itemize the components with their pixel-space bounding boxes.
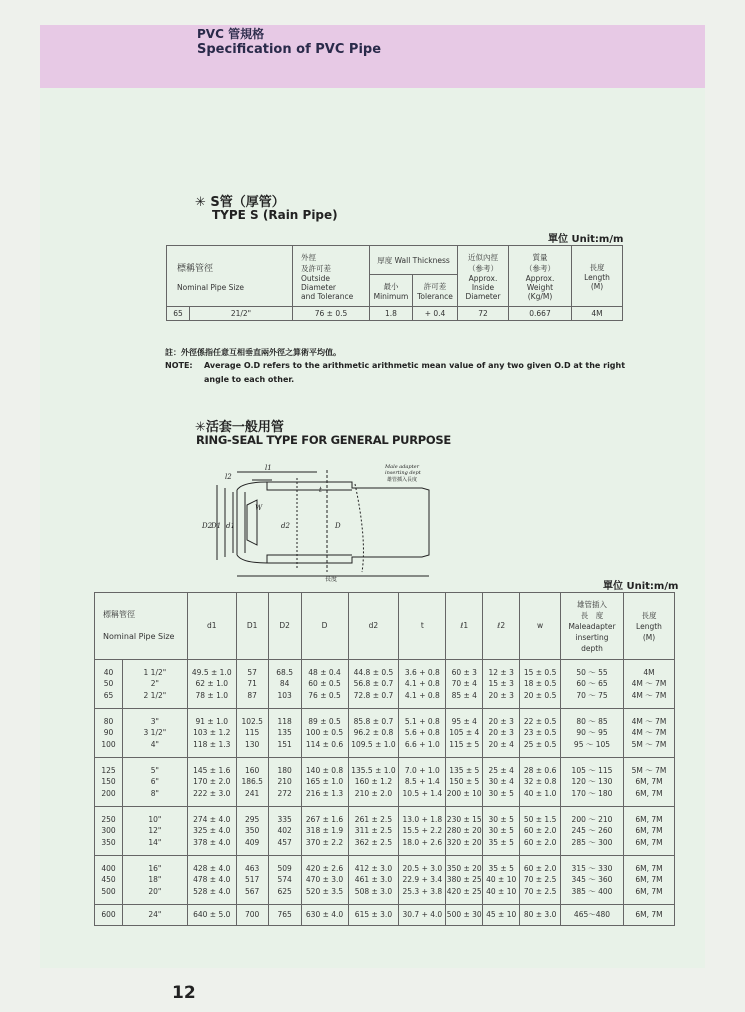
header-title-cn: PVC 管規格 [197,27,265,41]
table-cell: 40 ± 1.0 [523,788,557,798]
col-l2: ℓ2 [483,593,520,660]
wall-tol-header: 許可差 Tolerance [413,275,458,307]
table-cell: 70 ± 4 [451,679,477,689]
table-cell: 3.6 + 0.8 [404,667,440,677]
table-cell: 478 ± 4.0 [193,875,231,885]
table-cell: 103 [277,690,292,700]
table-cell: 230 ± 15 [446,814,482,824]
label-male1: Male adapter [385,464,419,470]
table-cell: 20 ± 4 [488,739,514,749]
table-cell: 60 ± 3 [451,667,477,677]
table-cell: 216 ± 1.3 [305,788,344,798]
table-cell: 109.5 ± 1.0 [351,739,396,749]
label-male3: 雄管插入長度 [387,477,418,483]
table-cell: 640 ± 5.0 [193,910,231,920]
table-cell: 30 ± 5 [488,814,514,824]
section1-title-en: TYPE S (Rain Pipe) [212,208,338,222]
col-d1: d1 [187,593,236,660]
table-cell: 100 [101,739,116,749]
table-cell: 4.1 + 0.8 [404,690,440,700]
table-cell: 461 ± 3.0 [354,875,393,885]
table-cell: 8.5 + 1.4 [404,777,440,787]
table-cell: 105 ～ 115 [571,765,613,775]
table-cell: 18" [148,875,162,885]
table-cell: 6M, 7M [635,863,663,873]
table-row-group [95,758,675,807]
table-cell: 25.3 + 3.8 [402,886,443,896]
pipe-diagram [197,460,457,582]
table-cell: 60 ± 2.0 [523,826,557,836]
wall-min-header: 最小 Minimum [370,275,413,307]
table-cell: 20 ± 0.5 [523,690,557,700]
section1-title-cn: ✳ S管（厚管） [195,195,285,210]
table-cell: 80 [103,716,114,726]
table-cell: 350 [245,826,260,836]
table-cell: 30 ± 4 [488,777,514,787]
table-cell: 135.5 ± 1.0 [351,765,396,775]
table-cell: 10" [148,814,162,824]
table-cell: 6M, 7M [635,814,663,824]
wall-header: 厚度 Wall Thickness [370,246,458,275]
table-cell: 90 [103,728,114,738]
table-cell: 4M ～ 7M [631,728,667,738]
table-cell: 180 [277,765,292,775]
table-cell: 120 ～ 130 [571,777,613,787]
table-cell: 91 ± 1.0 [195,716,229,726]
table-cell: 222 ± 3.0 [193,788,231,798]
table-cell: 76 ± 0.5 [308,690,341,700]
table-cell: 78 ± 1.0 [195,690,229,700]
nominal-header: 標稱管徑 Nominal Pipe Size [167,246,293,307]
section2-title-en: RING-SEAL TYPE FOR GENERAL PURPOSE [196,433,451,447]
table-cell: 12 ± 3 [488,667,514,677]
inside-header: 近似內徑 （參考） Approx. Inside Diameter [458,246,509,307]
table-cell: 6M, 7M [635,837,663,847]
table-cell: 3 1/2" [143,728,167,738]
col-D2: D2 [268,593,301,660]
table-cell: 6.6 + 1.0 [404,739,440,749]
table-cell: 125 [101,765,116,775]
table-cell: 457 [277,837,292,847]
table-cell: 85.8 ± 0.7 [353,716,394,726]
table-cell: 60 ～ 65 [576,679,608,689]
note-label: NOTE: [165,361,193,370]
table-cell: 45 ± 10 [486,910,517,920]
section2-title-cn: ✳活套一般用管 [195,420,284,435]
page-header [40,25,705,88]
table-cell: 49.5 ± 1.0 [191,667,232,677]
table-cell: 80 ± 3.0 [523,910,557,920]
table-cell: 2 1/2" [143,690,167,700]
table-cell: 470 ± 3.0 [305,875,344,885]
label-male2: inserting dept [385,470,421,476]
table-cell: 170 ± 2.0 [193,777,231,787]
table-cell: 40 ± 10 [486,875,517,885]
table-cell: 463 [245,863,260,873]
table-cell: 500 ± 30 [446,910,482,920]
od-header: 外徑 及許可差 Outside Diameter and Tolerance [293,246,370,307]
type-s-table [166,245,623,321]
table-cell: 145 ± 1.6 [193,765,231,775]
table-cell: 60 ± 0.5 [308,679,341,689]
table-cell: 1 1/2" [143,667,167,677]
label-D1: D1 [211,522,222,530]
table-cell: 200 ～ 210 [571,814,613,824]
table-cell: 13.0 + 1.8 [402,814,443,824]
table-cell: 135 [277,728,292,738]
table-cell: 115 ± 5 [449,739,480,749]
table-cell: 4M ～ 7M [631,716,667,726]
table-cell: 40 ± 10 [486,886,517,896]
col-D1: D1 [236,593,268,660]
table-cell: 500 [101,886,116,896]
table-cell: 567 [245,886,260,896]
header-title-en: Specification of PVC Pipe [197,42,382,57]
table-cell: 6M, 7M [635,777,663,787]
table-cell: 2" [150,679,159,689]
table-cell: 311 ± 2.5 [354,826,393,836]
col-d2: d2 [348,593,399,660]
table-cell: 150 [101,777,116,787]
label-length: 長度 [325,576,338,582]
table-cell: 15 ± 3 [488,679,514,689]
table-cell: 4" [150,739,159,749]
table-cell: 50 [103,679,114,689]
table-cell: 71 [247,679,257,689]
table-cell: 70 ± 2.5 [523,886,557,896]
table-cell: 465～480 [573,910,611,920]
page-number: 12 [172,983,196,1003]
table-cell: 115 [245,728,260,738]
table-cell: 130 [245,739,260,749]
col-nominal: 標稱管徑 Nominal Pipe Size [95,593,188,660]
table-cell: 300 [101,826,116,836]
col-l1: ℓ1 [446,593,483,660]
table-cell: 20 ± 3 [488,728,514,738]
table-cell: 24" [148,910,162,920]
table-cell: 6M, 7M [635,826,663,836]
table-cell: 335 [277,814,292,824]
table-cell: 272 [277,788,292,798]
table-cell: 350 ± 20 [446,863,482,873]
table-cell: 10.5 + 1.4 [402,788,443,798]
table-cell: 630 ± 4.0 [305,910,344,920]
table-cell: 200 [101,788,116,798]
table-row-group [95,905,675,926]
table-cell: 428 ± 4.0 [193,863,231,873]
note-text-2: angle to each other. [204,375,295,384]
label-D2: D2 [202,522,213,530]
table-cell: 320 ± 20 [446,837,482,847]
table-cell: 90 ～ 95 [576,728,608,738]
table-cell: 15 ± 0.5 [523,667,557,677]
table-cell: 56.8 ± 0.7 [353,679,394,689]
table-cell: 100 ± 0.5 [305,728,344,738]
table-cell: 68.5 [276,667,293,677]
table-cell: 84 [279,679,290,689]
ring-seal-table [94,592,675,926]
table-cell: 420 ± 25 [446,886,482,896]
table-cell: 420 ± 2.6 [305,863,344,873]
table-cell: 25 ± 4 [488,765,514,775]
col-length: 長度 Length (M) [623,593,674,660]
label-D: D [335,522,341,530]
table-cell: 8" [150,788,159,798]
table-cell: 370 ± 2.2 [305,837,344,847]
table-cell: 5.6 + 0.8 [404,728,440,738]
table-cell: 615 ± 3.0 [354,910,393,920]
table-cell: 96.2 ± 0.8 [353,728,394,738]
table-cell: 186.5 [241,777,263,787]
table-cell: 35 ± 5 [488,837,514,847]
table-cell: 28 ± 0.6 [523,765,557,775]
table-cell: 318 ± 1.9 [305,826,344,836]
table-cell: 295 [245,814,260,824]
table-cell: 345 ～ 360 [571,875,613,885]
table-cell: 30.7 + 4.0 [402,910,443,920]
table-cell: 700 [245,910,260,920]
table-cell: 22 ± 0.5 [523,716,557,726]
table-cell: 18.0 + 2.6 [402,837,443,847]
table-cell: 528 ± 4.0 [193,886,231,896]
table-header-row [95,593,675,660]
table-cell: 118 [277,716,292,726]
table-cell: 325 ± 4.0 [193,826,231,836]
label-W: W [255,504,263,512]
col-D: D [301,593,348,660]
table-cell: 7.0 + 1.0 [404,765,440,775]
table-cell: 151 [277,739,292,749]
table-cell: 160 [245,765,260,775]
table-cell: 4M ～ 7M [631,679,667,689]
note-cn: 註：外徑係指任意互相垂直兩外徑之算術平均值。 [165,348,341,357]
table-cell: 362 ± 2.5 [354,837,393,847]
table-cell: 625 [277,886,292,896]
table-cell: 22.9 + 3.4 [402,875,443,885]
table-cell: 274 ± 4.0 [193,814,231,824]
table-cell: 245 ～ 260 [571,826,613,836]
table-row-group [95,856,675,905]
table-cell: 4.1 + 0.8 [404,679,440,689]
table-cell: 6M, 7M [635,886,663,896]
table-cell: 85 ± 4 [451,690,477,700]
table-cell: 241 [245,788,260,798]
table-cell: 520 ± 3.5 [305,886,344,896]
table-cell: 70 ± 2.5 [523,875,557,885]
table-cell: 60 ± 2.0 [523,863,557,873]
table-row-group [95,709,675,758]
table-cell: 385 ～ 400 [571,886,613,896]
col-w: w [520,593,561,660]
table-cell: 400 [101,863,116,873]
table-cell: 517 [245,875,260,885]
table-cell: 135 ± 5 [449,765,480,775]
table-row: 65 21/2" 76 ± 0.5 1.8 + 0.4 72 0.667 4M [167,307,623,321]
table-cell: 25 ± 0.5 [523,739,557,749]
table-cell: 80 ～ 85 [576,716,608,726]
length-header: 長度 Length (M) [572,246,623,307]
table-cell: 20 ± 3 [488,716,514,726]
table-cell: 5.1 + 0.8 [404,716,440,726]
label-d2: d2 [281,522,290,530]
label-d1: d1 [226,522,235,530]
table-cell: 261 ± 2.5 [354,814,393,824]
table-cell: 15.5 + 2.2 [402,826,443,836]
table-cell: 4M [643,667,655,677]
table-cell: 280 ± 20 [446,826,482,836]
table-cell: 18 ± 0.5 [523,679,557,689]
table-cell: 315 ～ 330 [571,863,613,873]
table-cell: 103 ± 1.2 [193,728,231,738]
table-cell: 200 ± 10 [446,788,482,798]
table-cell: 402 [277,826,292,836]
table-cell: 160 ± 1.2 [354,777,393,787]
table-cell: 3" [150,716,159,726]
table-cell: 62 ± 1.0 [195,679,229,689]
table-cell: 412 ± 3.0 [354,863,393,873]
table-cell: 20.5 + 3.0 [402,863,443,873]
table-cell: 350 [101,837,116,847]
table-cell: 48 ± 0.4 [308,667,341,677]
table-cell: 16" [148,863,162,873]
table-cell: 72.8 ± 0.7 [353,690,394,700]
table-cell: 114 ± 0.6 [305,739,344,749]
table-cell: 14" [148,837,162,847]
table-cell: 102.5 [241,716,263,726]
col-insert-depth: 雄管插入 長 度 Maleadapter inserting depth [561,593,624,660]
table-cell: 574 [277,875,292,885]
table-cell: 150 ± 5 [449,777,480,787]
table-cell: 23 ± 0.5 [523,728,557,738]
table-cell: 6M, 7M [635,910,663,920]
col-t: t [399,593,446,660]
table-cell: 60 ± 2.0 [523,837,557,847]
table-cell: 6M, 7M [635,788,663,798]
table-cell: 5M ～ 7M [631,765,667,775]
table-cell: 170 ～ 180 [571,788,613,798]
table-cell: 409 [245,837,260,847]
table-cell: 140 ± 0.8 [305,765,344,775]
table-cell: 5" [150,765,159,775]
section2-unit: 單位 Unit:m/m [603,581,679,592]
table-cell: 70 ～ 75 [576,690,608,700]
table-cell: 509 [277,863,292,873]
section1-unit: 單位 Unit:m/m [548,234,624,245]
table-row-group [95,807,675,856]
table-cell: 450 [101,875,116,885]
table-cell: 95 ± 4 [451,716,477,726]
table-cell: 40 [103,667,114,677]
table-cell: 20" [148,886,162,896]
table-cell: 44.8 ± 0.5 [353,667,394,677]
table-cell: 65 [103,690,114,700]
table-cell: 165 ± 1.0 [305,777,344,787]
table-cell: 267 ± 1.6 [305,814,344,824]
table-cell: 50 ± 1.5 [523,814,557,824]
table-cell: 30 ± 5 [488,788,514,798]
table-cell: 6M, 7M [635,875,663,885]
table-cell: 105 ± 4 [449,728,480,738]
table-cell: 380 ± 25 [446,875,482,885]
table-cell: 95 ～ 105 [573,739,611,749]
table-cell: 210 ± 2.0 [354,788,393,798]
table-cell: 5M ～ 7M [631,739,667,749]
table-cell: 32 ± 0.8 [523,777,557,787]
label-t: t [319,486,322,494]
table-cell: 20 ± 3 [488,690,514,700]
table-cell: 30 ± 5 [488,826,514,836]
note-text-1: Average O.D refers to the arithmetic arithmetic mean value of any two given O.D at the right [204,361,626,370]
table-cell: 6" [150,777,159,787]
table-cell: 285 ～ 300 [571,837,613,847]
weight-header: 質量 （參考） Approx. Weight (Kg/M) [509,246,572,307]
table-cell: 12" [148,826,162,836]
table-cell: 600 [101,910,116,920]
table-cell: 210 [277,777,292,787]
table-cell: 378 ± 4.0 [193,837,231,847]
table-cell: 57 [247,667,257,677]
table-cell: 89 ± 0.5 [308,716,341,726]
table-row-group [95,660,675,709]
label-l2: l2 [225,473,232,481]
table-cell: 765 [277,910,292,920]
table-cell: 508 ± 3.0 [354,886,393,896]
table-cell: 118 ± 1.3 [193,739,231,749]
table-cell: 35 ± 5 [488,863,514,873]
table-cell: 250 [101,814,116,824]
label-l1: l1 [265,464,272,472]
table-cell: 50 ～ 55 [576,667,608,677]
table-cell: 4M ～ 7M [631,690,667,700]
table-cell: 87 [247,690,257,700]
